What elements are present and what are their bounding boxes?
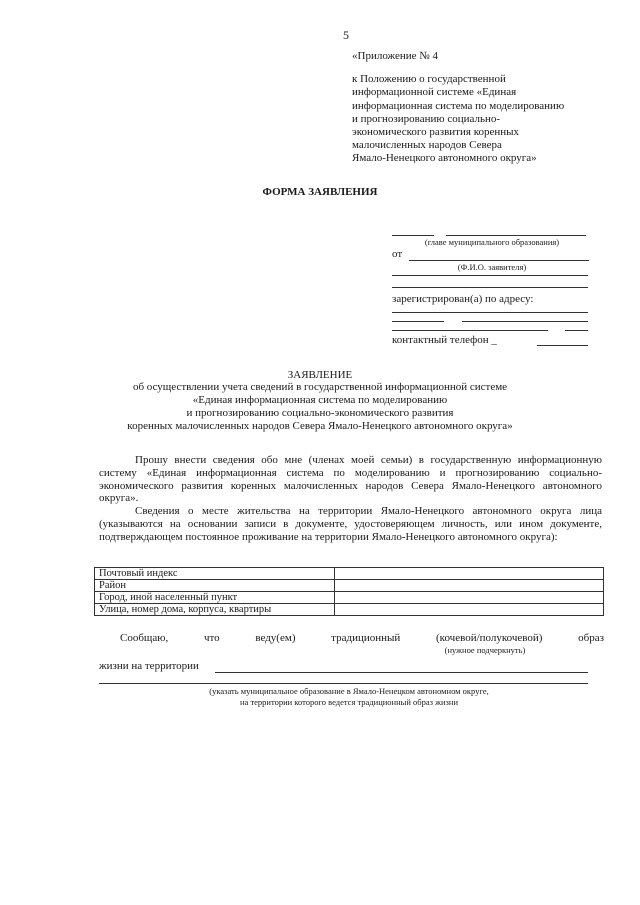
address-line-3a[interactable] <box>392 330 548 331</box>
appendix-line: экономического развития коренных <box>352 126 520 139</box>
address-table <box>94 567 604 616</box>
statement-title: ЗАЯВЛЕНИЕ <box>287 369 353 381</box>
territory-line[interactable] <box>215 672 588 673</box>
phone-label: контактный телефон _ <box>392 334 497 346</box>
address-line-2a[interactable] <box>392 321 444 322</box>
territory-caption-line: на территории которого ведется традиционный образ жизни <box>240 697 458 707</box>
city-value[interactable] <box>335 592 604 604</box>
from-label: от <box>392 248 403 260</box>
lifestyle-word: веду(ем) <box>255 632 296 644</box>
appendix-line: и прогнозированию социально- <box>352 112 501 125</box>
statement-subtitle-line: «Единая информационная система по моделированию <box>192 394 448 406</box>
recipient-line-short <box>392 235 434 236</box>
appendix-line: информационная система по моделированию <box>352 99 565 112</box>
underline-hint: (нужное подчеркнуть) <box>444 645 526 655</box>
table-row <box>95 604 604 616</box>
street-value[interactable] <box>335 604 604 616</box>
appendix-line: информационной системе «Единая <box>352 86 517 99</box>
lifestyle-word: (кочевой/полукочевой) <box>436 632 543 644</box>
residence-paragraph: Сведения о месте жительства на территории Ямало-Ненецкого автономного округа лица (указываются на основании записи в документе, удостоверяющем личность, или ином документе, подтверждающем постоянное проживание на территории Ямало-Ненецкого автономного округа): <box>99 505 602 543</box>
appendix-title: «Приложение № 4 <box>352 50 439 62</box>
table-row <box>95 580 604 592</box>
lifestyle-word: образ <box>578 632 604 644</box>
address-line-2b[interactable] <box>462 321 588 322</box>
territory-caption-line: (указать муниципальное образование в Ямало-Ненецком автономном округе, <box>209 686 489 696</box>
appendix-line: малочисленных народов Севера <box>352 139 502 152</box>
applicant-name-line[interactable] <box>409 260 589 261</box>
lifestyle-word: что <box>203 632 220 644</box>
lifestyle-word: традиционный <box>331 632 401 644</box>
applicant-caption: (Ф.И.О. заявителя) <box>457 262 527 272</box>
statement-subtitle-line: и прогнозированию социально-экономического развития <box>186 407 454 419</box>
page-number: 5 <box>343 28 349 42</box>
territory-line-2[interactable] <box>99 683 588 684</box>
postal-index-value[interactable] <box>335 568 604 580</box>
recipient-line <box>446 235 586 236</box>
lifestyle-sentence <box>120 632 604 644</box>
lifestyle-word: Сообщаю, <box>120 632 169 644</box>
address-line-3b[interactable] <box>565 330 588 331</box>
city-label: Город, иной населенный пункт <box>95 592 335 604</box>
statement-subtitle-line: об осуществлении учета сведений в государственной информационной системе <box>132 381 508 393</box>
statement-subtitle-line: коренных малочисленных народов Севера Ямало-Ненецкого автономного округа» <box>127 420 513 432</box>
table-row <box>95 592 604 604</box>
district-value[interactable] <box>335 580 604 592</box>
registered-label: зарегистрирован(а) по адресу: <box>392 293 534 305</box>
territory-label: жизни на территории <box>99 660 199 672</box>
request-paragraph: Прошу внести сведения обо мне (членах моей семьи) в государственную информационную систему «Единая информационная система по моделированию и прогнозированию социально-экономического развития коренных малочисленных народов Севера Ямало-Ненецкого автономного округа». <box>99 454 602 505</box>
form-title: ФОРМА ЗАЯВЛЕНИЯ <box>262 186 378 198</box>
appendix-header <box>352 50 622 166</box>
street-label: Улица, номер дома, корпуса, квартиры <box>95 604 335 616</box>
district-label: Район <box>95 580 335 592</box>
phone-line[interactable] <box>537 345 588 346</box>
recipient-caption: (главе муниципального образования) <box>424 237 560 247</box>
applicant-name-line-2[interactable] <box>392 275 588 276</box>
postal-index-label: Почтовый индекс <box>95 568 335 580</box>
address-line-1[interactable] <box>392 312 588 313</box>
table-row <box>95 568 604 580</box>
appendix-line: к Положению о государственной <box>352 73 506 86</box>
applicant-name-line-3[interactable] <box>392 287 588 288</box>
appendix-line: Ямало-Ненецкого автономного округа» <box>352 152 537 165</box>
